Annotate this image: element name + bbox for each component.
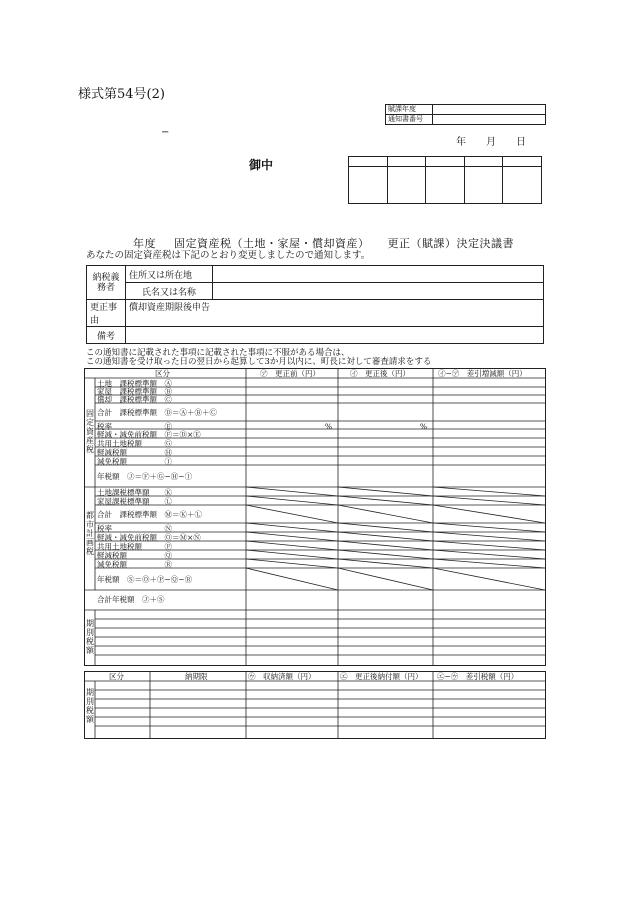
- name-field[interactable]: [213, 283, 544, 300]
- address-dash: −: [161, 127, 170, 138]
- payment-table: [84, 671, 546, 739]
- fixed-row: 軽減・減免前税額 Ⓕ＝Ⓓ×Ⓔ: [97, 430, 201, 439]
- city-row: 軽減・減免前税額 Ⓞ＝Ⓜ×Ⓝ: [97, 533, 201, 542]
- city-row: 共用土地税額 Ⓟ: [97, 542, 172, 551]
- addressee-label: 御中: [249, 158, 274, 172]
- fixed-row: 土地 課税標準額 Ⓐ: [97, 379, 172, 388]
- fixed-row: 家屋 課税標準額 Ⓑ: [97, 387, 172, 396]
- month-label: 月: [486, 137, 496, 148]
- instructions: [86, 349, 431, 367]
- title-doc: 更正（賦課）決定決議書: [387, 237, 514, 250]
- header-after: ㋑ 更正後（円）: [350, 369, 410, 378]
- name-label: 氏名又は名称: [126, 283, 213, 300]
- fiscal-year-value[interactable]: [433, 105, 545, 114]
- fiscal-year-label: 賦課年度: [386, 105, 433, 114]
- fixed-row: 共用土地税額 Ⓖ: [97, 439, 172, 448]
- city-row: 家屋課税標準額 Ⓛ: [97, 497, 172, 506]
- sub-header-diff: ㋓−㋒ 差引税額（円）: [437, 672, 519, 681]
- sub-header-category: 区分: [109, 672, 124, 681]
- city-row: 減免税額 Ⓡ: [97, 560, 172, 569]
- header-category: 区分: [155, 369, 170, 378]
- city-planning-tax-group: 都市計画税: [86, 511, 94, 556]
- remarks-label: 備考: [87, 327, 126, 344]
- sub-header-paid: ㋒ 収納済額（円）: [248, 672, 316, 681]
- fixed-asset-tax-group: 固定資産税: [86, 409, 94, 454]
- address-field[interactable]: [213, 266, 544, 283]
- sub-header-deadline: 納期限: [185, 672, 208, 681]
- sub-header-after: ㋓ 更正後納付額（円）: [340, 672, 423, 681]
- period-tax-group: 期別税額: [86, 619, 94, 655]
- address-label: 住所又は所在地: [126, 266, 213, 283]
- approval-stamp-box: [348, 156, 542, 204]
- header-diff: ㋑−㋐ 差引増減額（円）: [438, 369, 527, 378]
- date-line: [456, 133, 546, 148]
- fixed-row: 年税額 Ⓙ＝Ⓕ＋Ⓖ−Ⓗ−Ⓘ: [97, 472, 193, 481]
- fixed-row: 軽減税額 Ⓗ: [97, 448, 172, 457]
- taxpayer-table: [86, 265, 544, 344]
- remarks-field[interactable]: [126, 327, 544, 344]
- instruction-line: この通知書を受け取った日の翌日から起算して3か月以内に、町長に対して審査請求をする: [86, 357, 432, 367]
- percent-after: %: [420, 422, 428, 431]
- city-row: 年税額 Ⓢ＝Ⓞ＋Ⓟ−Ⓠ−Ⓡ: [97, 575, 193, 584]
- header-box: [385, 104, 546, 125]
- notice-number-value[interactable]: [433, 115, 545, 124]
- city-row: 軽減税額 Ⓠ: [97, 551, 172, 560]
- main-tax-table: [84, 368, 546, 666]
- fixed-row: 償却 課税標準額 Ⓒ: [97, 395, 172, 404]
- day-label: 日: [516, 137, 526, 148]
- fixed-row: 減免税額 Ⓘ: [97, 457, 172, 466]
- percent-before: %: [325, 422, 333, 431]
- instruction-line: この通知書に記載された事項に記載された事項に不服がある場合は、: [86, 348, 350, 358]
- reason-value: 償却資産期限後申告: [126, 300, 544, 327]
- city-row: 土地課税標準額 Ⓚ: [97, 488, 172, 497]
- fixed-row: 合計 課税標準額 Ⓓ＝Ⓐ＋Ⓑ＋Ⓒ: [97, 408, 217, 417]
- city-row: 合計 課税標準額 Ⓜ＝Ⓚ＋Ⓛ: [97, 510, 202, 519]
- city-row: 税率 Ⓝ: [97, 524, 172, 533]
- header-before: ㋐ 更正前（円）: [260, 369, 320, 378]
- notice-text: あなたの固定資産税は下記のとおり変更しましたので通知します。: [86, 250, 371, 261]
- sub-period-tax-group: 期別税額: [86, 688, 94, 724]
- taxpayer-label: 納税義務者: [87, 266, 126, 300]
- form-number: 様式第54号(2): [78, 87, 165, 102]
- fixed-row: 税率 Ⓔ: [97, 422, 172, 431]
- total-annual-tax: 合計年税額 Ⓙ＋Ⓢ: [97, 595, 165, 604]
- title-year: 年度: [133, 237, 156, 250]
- title-tax: 固定資産税（土地・家屋・償却資産）: [174, 237, 370, 250]
- notice-number-label: 通知書番号: [386, 115, 433, 124]
- year-label: 年: [456, 137, 466, 148]
- reason-label: 更正事由: [87, 300, 126, 327]
